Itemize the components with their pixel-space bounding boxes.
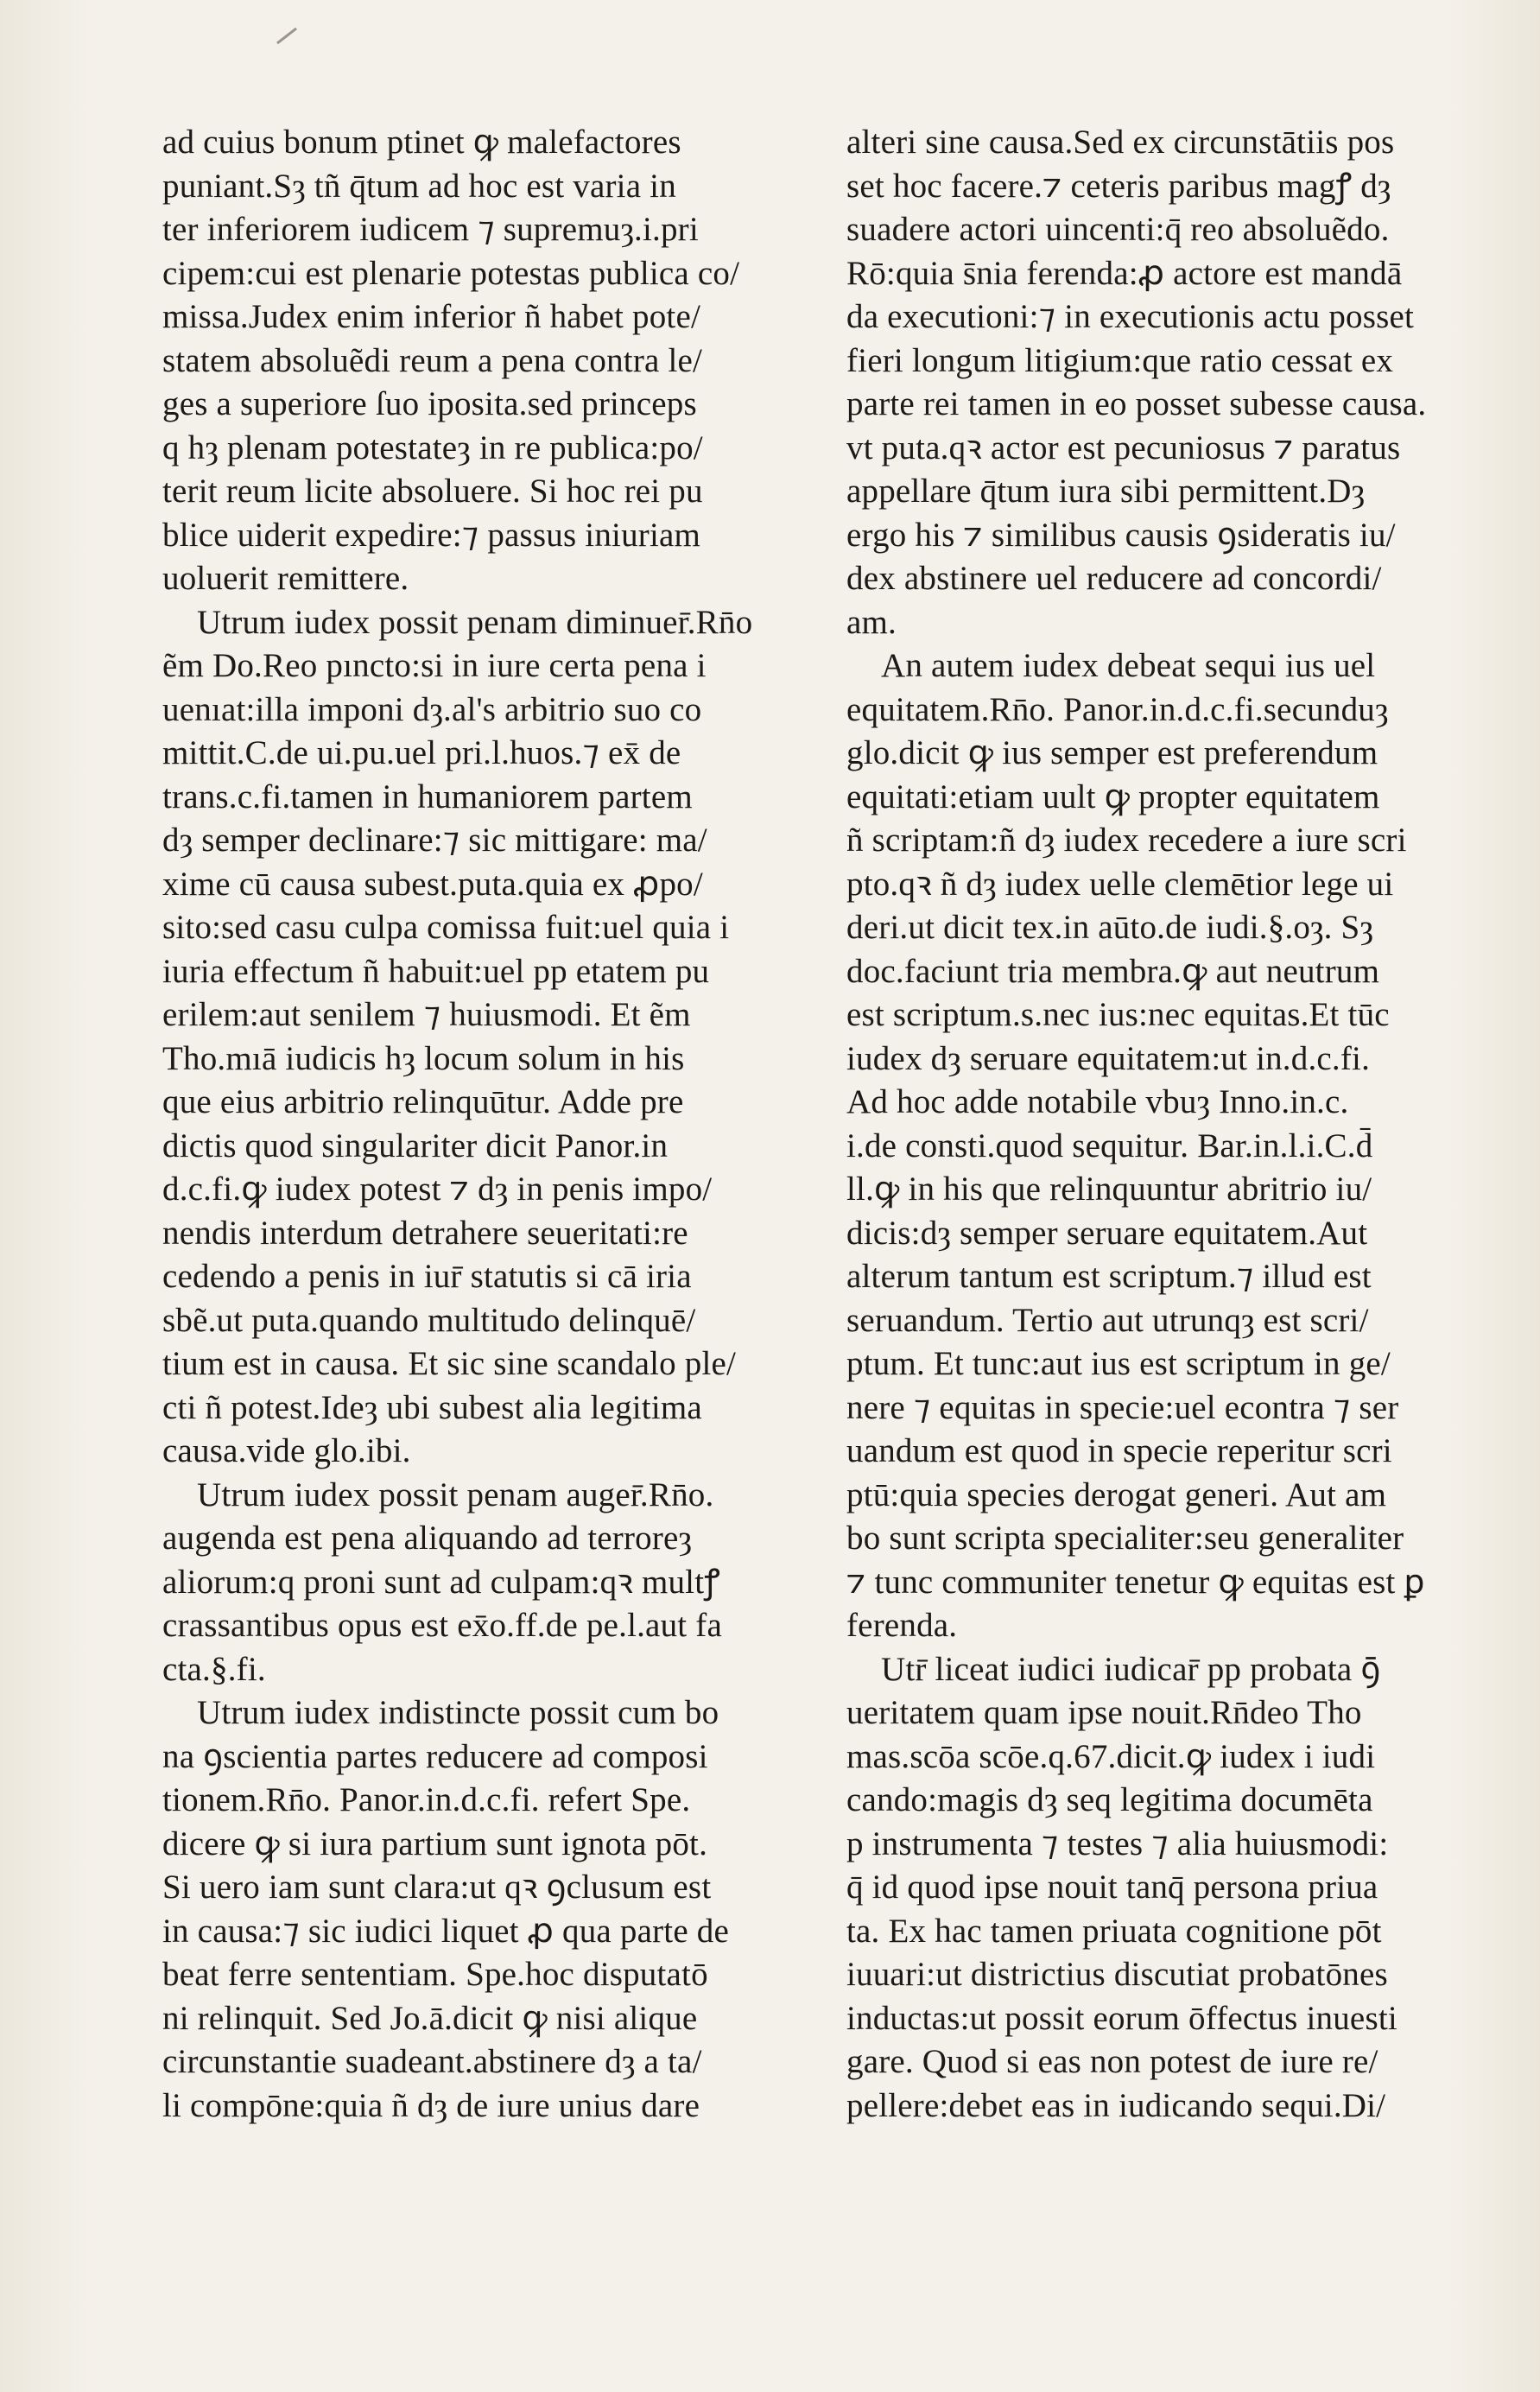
text-line: beat ferre sententiam. Spe.hoc disputatō <box>162 1956 708 1993</box>
text-line: q̄ id quod ipse nouit tanq̄ persona priua <box>846 1869 1378 1906</box>
text-line: gare. Quod si eas non potest de iure re/ <box>846 2043 1378 2080</box>
text-line: ⁊ tunc communiter tenetur ꝙ equitas est ꝑ <box>846 1563 1425 1601</box>
text-line: i.de consti.quod sequitur. Bar.in.l.i.C.d̄ <box>846 1126 1373 1164</box>
text-line: est scriptum.s.nec ius:nec equitas.Et tūc <box>846 996 1390 1033</box>
text-line: Rō:quia s̄nia ferenda:ꝓ actore est mandā <box>846 254 1403 292</box>
text-line: parte rei tamen in eo posset subesse causa. <box>846 385 1427 422</box>
text-line: sbẽ.ut puta.quando multitudo delinquē/ <box>162 1301 696 1339</box>
text-line: am. <box>846 603 897 641</box>
text-line: statem absoluẽdi reum a pena contra le/ <box>162 341 703 379</box>
text-line: tionem.Rn̄o. Panor.in.d.c.fi. refert Spe. <box>162 1781 691 1818</box>
text-line: uandum est quod in specie reperitur scri <box>846 1432 1392 1469</box>
text-line: Tho.mıā iudicis hȝ locum solum in his <box>162 1039 685 1077</box>
text-line: alterum tantum est scriptum.⁊ illud est <box>846 1258 1372 1295</box>
text-line: nere ⁊ equitas in specie:uel econtra ⁊ ser <box>846 1388 1399 1426</box>
text-line: ptum. Et tunc:aut ius est scriptum in ge/ <box>846 1345 1391 1382</box>
text-line: erilem:aut senilem ⁊ huiusmodi. Et ẽm <box>162 996 691 1033</box>
text-line: Ad hoc adde notabile vbuȝ Inno.in.c. <box>846 1083 1349 1120</box>
text-line: Utr̄ liceat iudici iudicar̄ pp probata ꝯ̄ <box>881 1650 1381 1688</box>
text-line: augenda est pena aliquando ad terroreȝ <box>162 1520 693 1557</box>
text-line: An autem iudex debeat sequi ius uel <box>881 647 1376 684</box>
text-line: li compōne:quia ñ dȝ de iure unius dare <box>162 2086 700 2124</box>
text-line: p instrumenta ⁊ testes ⁊ alia huiusmodi: <box>846 1824 1389 1862</box>
left-column <box>162 121 802 2128</box>
text-line: Utrum iudex possit penam diminuer̄.Rn̄o <box>197 603 753 641</box>
text-line: dicere ꝙ si iura partium sunt ignota pōt. <box>162 1824 708 1862</box>
text-line: seruandum. Tertio aut utrunqȝ est scri/ <box>846 1301 1369 1339</box>
text-line: ñ scriptam:ñ dȝ iudex recedere a iure scri <box>846 822 1407 859</box>
text-line: blice uiderit expedire:⁊ passus iniuriam <box>162 516 701 554</box>
text-line: na ꝯscientia partes reducere ad composi <box>162 1737 708 1775</box>
text-line: puniant.Sȝ tñ q̄tum ad hoc est varia in <box>162 167 676 205</box>
text-line: deri.ut dicit tex.in aūto.de iudi.§.oȝ. Sȝ <box>846 909 1374 946</box>
text-line: ni relinquit. Sed Jo.ā.dicit ꝙ nisi alique <box>162 1999 698 2037</box>
text-line: sito:sed casu culpa comissa fuit:uel quia i <box>162 909 730 946</box>
text-line: dictis quod singulariter dicit Panor.in <box>162 1126 669 1164</box>
text-line: cta.§.fi. <box>162 1650 266 1688</box>
text-line: cedendo a penis in iur̄ statutis si cā iria <box>162 1258 692 1295</box>
text-line: ta. Ex hac tamen priuata cognitione pōt <box>846 1912 1382 1950</box>
text-line: uoluerit remittere. <box>162 560 409 597</box>
text-line: appellare q̄tum iura sibi permittent.Dȝ <box>846 473 1366 510</box>
pen-mark <box>276 28 297 45</box>
text-line: ẽm Do.Reo pıncto:si in iure certa pena i <box>162 647 707 684</box>
text-line: alteri sine causa.Sed ex circunstātiis pos <box>846 124 1395 161</box>
text-line: vt puta.qꝛ actor est pecuniosus ⁊ paratus <box>846 428 1401 466</box>
text-line: tium est in causa. Et sic sine scandalo ple/ <box>162 1345 737 1382</box>
text-line: crassantibus opus est ex̄o.ff.de pe.l.aut fa <box>162 1607 722 1644</box>
text-line: dex abstinere uel reducere ad concordi/ <box>846 560 1382 597</box>
text-line: terit reum licite absoluere. Si hoc rei pu <box>162 473 703 510</box>
text-line: iuuari:ut districtius discutiat probatōnes <box>846 1956 1388 1993</box>
text-line: ergo his ⁊ similibus causis ꝯsideratis iu/ <box>846 516 1396 554</box>
right-column <box>846 121 1468 2128</box>
text-line: equitatem.Rn̄o. Panor.in.d.c.fi.secunduȝ <box>846 690 1389 728</box>
text-line: inductas:ut possit eorum ōffectus inuesti <box>846 1999 1397 2037</box>
text-line: bo sunt scripta specialiter:seu generaliter <box>846 1520 1404 1557</box>
text-line: cando:magis dȝ seq legitima documēta <box>846 1781 1373 1818</box>
text-line: glo.dicit ꝙ ius semper est preferendum <box>846 734 1378 771</box>
text-line: suadere actori uincenti:q̄ reo absoluẽdo. <box>846 211 1390 248</box>
text-line: in causa:⁊ sic iudici liquet ꝓ qua parte de <box>162 1912 729 1950</box>
text-line: ptū:quia species derogat generi. Aut am <box>846 1475 1387 1513</box>
text-line: pto.qꝛ ñ dȝ iudex uelle clemētior lege ui <box>846 865 1394 903</box>
text-line: circunstantie suadeant.abstinere dȝ a ta/ <box>162 2043 702 2080</box>
text-line: ter inferiorem iudicem ⁊ supremuȝ.i.pri <box>162 211 699 248</box>
text-line: Utrum iudex indistincte possit cum bo <box>197 1694 719 1731</box>
text-line: dȝ semper declinare:⁊ sic mittigare: ma/ <box>162 822 707 859</box>
text-line: uenıat:illa imponi dȝ.al's arbitrio suo co <box>162 690 702 728</box>
text-line: q hȝ plenam potestateȝ in re publica:po/ <box>162 428 703 466</box>
text-line: trans.c.fi.tamen in humaniorem partem <box>162 777 693 815</box>
text-line: fieri longum litigium:que ratio cessat ex <box>846 341 1394 379</box>
text-line: set hoc facere.⁊ ceteris paribus magꝭ dȝ <box>846 167 1391 205</box>
text-line: pellere:debet eas in iudicando sequi.Di/ <box>846 2086 1386 2124</box>
text-line: cti ñ potest.Ideȝ ubi subest alia legitima <box>162 1388 702 1426</box>
text-line: mas.scōa scōe.q.67.dicit.ꝙ iudex i iudi <box>846 1737 1376 1775</box>
text-line: causa.vide glo.ibi. <box>162 1432 411 1469</box>
text-line: doc.faciunt tria membra.ꝙ aut neutrum <box>846 952 1380 990</box>
text-line: iuria effectum ñ habuit:uel pp etatem pu <box>162 952 710 990</box>
text-line: ll.ꝙ in his que relinquuntur abritrio iu/ <box>846 1171 1372 1208</box>
text-line: que eius arbitrio relinquūtur. Adde pre <box>162 1083 684 1120</box>
text-line: ueritatem quam ipse nouit.Rn̄deo Tho <box>846 1694 1362 1731</box>
text-line: da executioni:⁊ in executionis actu posset <box>846 298 1415 335</box>
text-line: mittit.C.de ui.pu.uel pri.l.huos.⁊ ex̄ de <box>162 734 681 771</box>
text-line: xime cū causa subest.puta.quia ex ꝓpo/ <box>162 865 703 903</box>
text-line: d.c.fi.ꝙ iudex potest ⁊ dȝ in penis impo/ <box>162 1171 713 1208</box>
text-line: missa.Judex enim inferior ñ habet pote/ <box>162 298 700 335</box>
text-line: aliorum:q proni sunt ad culpam:qꝛ multꝭ <box>162 1563 720 1601</box>
text-line: ferenda. <box>846 1607 958 1644</box>
text-line: ges a superiore ſuo iposita.sed princeps <box>162 385 697 422</box>
text-line: dicis:dȝ semper seruare equitatem.Aut <box>846 1214 1368 1252</box>
text-line: Utrum iudex possit penam auger̄.Rn̄o. <box>197 1475 714 1513</box>
text-line: iudex dȝ seruare equitatem:ut in.d.c.fi. <box>846 1039 1371 1077</box>
text-line: nendis interdum detrahere seueritati:re <box>162 1214 688 1252</box>
text-line: Si uero iam sunt clara:ut qꝛ ꝯclusum est <box>162 1869 712 1906</box>
text-line: ad cuius bonum ptinet ꝙ malefactores <box>162 124 681 161</box>
text-line: cipem:cui est plenarie potestas publica co/ <box>162 254 740 292</box>
text-line: equitati:etiam uult ꝙ propter equitatem <box>846 777 1380 815</box>
